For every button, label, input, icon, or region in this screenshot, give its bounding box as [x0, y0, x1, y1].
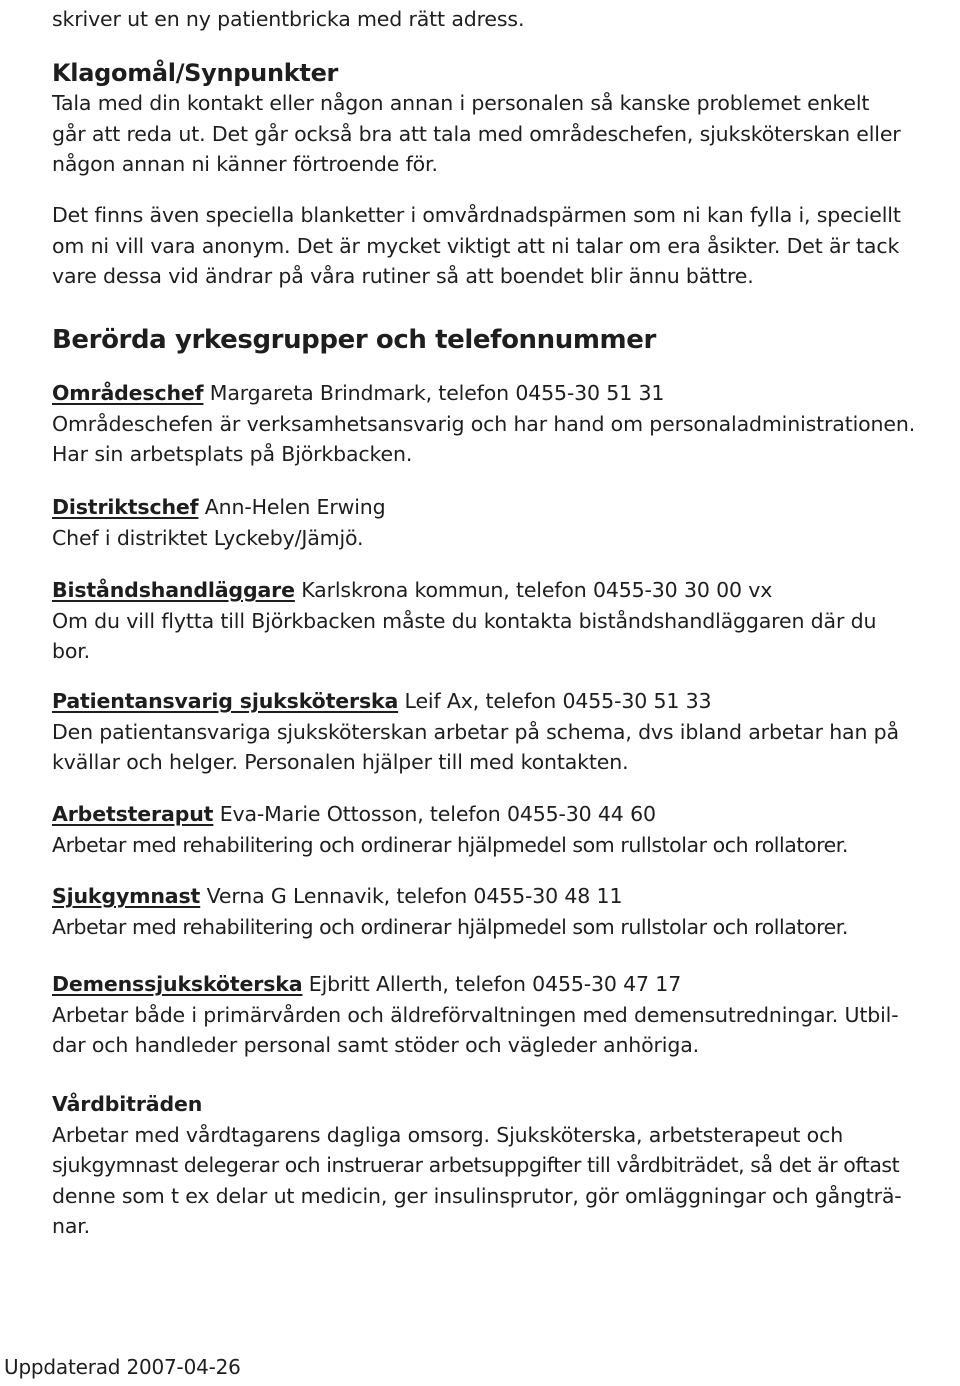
text-line: Arbetar både i primärvården och äldreförvaltningen med demensutredningar. Utbil-: [52, 1002, 899, 1027]
role-label: Områdeschef: [52, 381, 204, 405]
staff-entry-distriktschef: [52, 492, 956, 553]
role-label: Arbetsteraput: [52, 802, 214, 826]
text-line: vare dessa vid ändrar på våra rutiner så att boendet blir ännu bättre.: [52, 264, 754, 288]
updated-footer: Uppdaterad 2007-04-26: [4, 1355, 241, 1379]
role-info: Verna G Lennavik, telefon 0455-30 48 11: [200, 884, 623, 908]
complaints-section: [52, 58, 956, 180]
staff-entry-demenssjukskoterska: [52, 969, 956, 1061]
role-info: Ejbritt Allerth, telefon 0455-30 47 17: [302, 972, 682, 996]
staff-entry-bistandshandlaggare: [52, 575, 956, 667]
text-line: Det finns även speciella blanketter i omvårdnadspärmen som ni kan fylla i, speciellt: [52, 203, 901, 227]
text-line: bor.: [52, 639, 91, 663]
role-label: Demenssjuksköterska: [52, 972, 303, 996]
complaints-paragraph-2: [52, 200, 956, 292]
staff-heading: Berörda yrkesgrupper och telefonnummer: [52, 325, 656, 355]
staff-entry-arbetsteraput: [52, 799, 956, 860]
role-label: Distriktschef: [52, 495, 199, 519]
text-line: om ni vill vara anonym. Det är mycket viktigt att ni talar om era åsikter. Det är tack: [52, 233, 900, 258]
role-info: Ann-Helen Erwing: [198, 495, 386, 519]
role-info: Leif Ax, telefon 0455-30 51 33: [398, 689, 712, 713]
role-info: Eva-Marie Ottosson, telefon 0455-30 44 60: [213, 802, 656, 826]
text-line: sjukgymnast delegerar och instruerar arbetsuppgifter till vårdbiträdet, så det är oftast: [52, 1153, 900, 1177]
text-line: nar.: [52, 1214, 91, 1238]
role-label: Patientansvarig sjuksköterska: [52, 689, 399, 713]
text-line: går att reda ut. Det går också bra att tala med områdeschefen, sjuksköterskan eller: [52, 121, 901, 146]
complaints-paragraph-1: [52, 88, 956, 180]
role-label: Biståndshandläggare: [52, 578, 295, 602]
staff-section-heading-block: [52, 324, 956, 356]
text-line: Arbetar med rehabilitering och ordinerar hjälpmedel som rullstolar och rollatorer.: [52, 914, 848, 939]
text-line: Områdeschefen är verksamhetsansvarig och har hand om personaladministrationen.: [52, 411, 916, 436]
complaints-heading: Klagomål/Synpunkter: [52, 59, 339, 87]
text-line: Om du vill flytta till Björkbacken måste du kontakta biståndshandläggaren där du: [52, 608, 877, 633]
text-line: Den patientansvariga sjuksköterskan arbetar på schema, dvs ibland arbetar han på: [52, 719, 899, 744]
role-label: Sjukgymnast: [52, 884, 201, 908]
staff-entry-omradeschef: [52, 378, 956, 470]
staff-entry-vardbitraden: [52, 1089, 956, 1242]
text-line: Har sin arbetsplats på Björkbacken.: [52, 442, 413, 466]
intro-line: skriver ut en ny patientbricka med rätt adress.: [52, 7, 525, 31]
text-line: kvällar och helger. Personalen hjälper till med kontakten.: [52, 750, 629, 774]
role-info: Karlskrona kommun, telefon 0455-30 30 00 vx: [294, 578, 773, 602]
text-line: någon annan ni känner förtroende för.: [52, 152, 438, 176]
staff-entry-sjukgymnast: [52, 881, 956, 942]
text-line: Arbetar med rehabilitering och ordinerar hjälpmedel som rullstolar och rollatorer.: [52, 832, 848, 857]
text-line: Tala med din kontakt eller någon annan i personalen så kanske problemet enkelt: [52, 91, 870, 115]
staff-entry-patientansvarig: [52, 686, 956, 778]
text-line: Chef i distriktet Lyckeby/Jämjö.: [52, 525, 364, 550]
role-heading: Vårdbiträden: [52, 1092, 203, 1116]
text-line: Arbetar med vårdtagarens dagliga omsorg. Sjuksköterska, arbetsterapeut och: [52, 1122, 844, 1147]
text-line: dar och handleder personal samt stöder och vägleder anhöriga.: [52, 1033, 699, 1057]
role-info: Margareta Brindmark, telefon 0455-30 51 31: [203, 381, 665, 405]
text-line: denne som t ex delar ut medicin, ger insulinsprutor, gör omläggningar och gångträ-: [52, 1183, 902, 1208]
